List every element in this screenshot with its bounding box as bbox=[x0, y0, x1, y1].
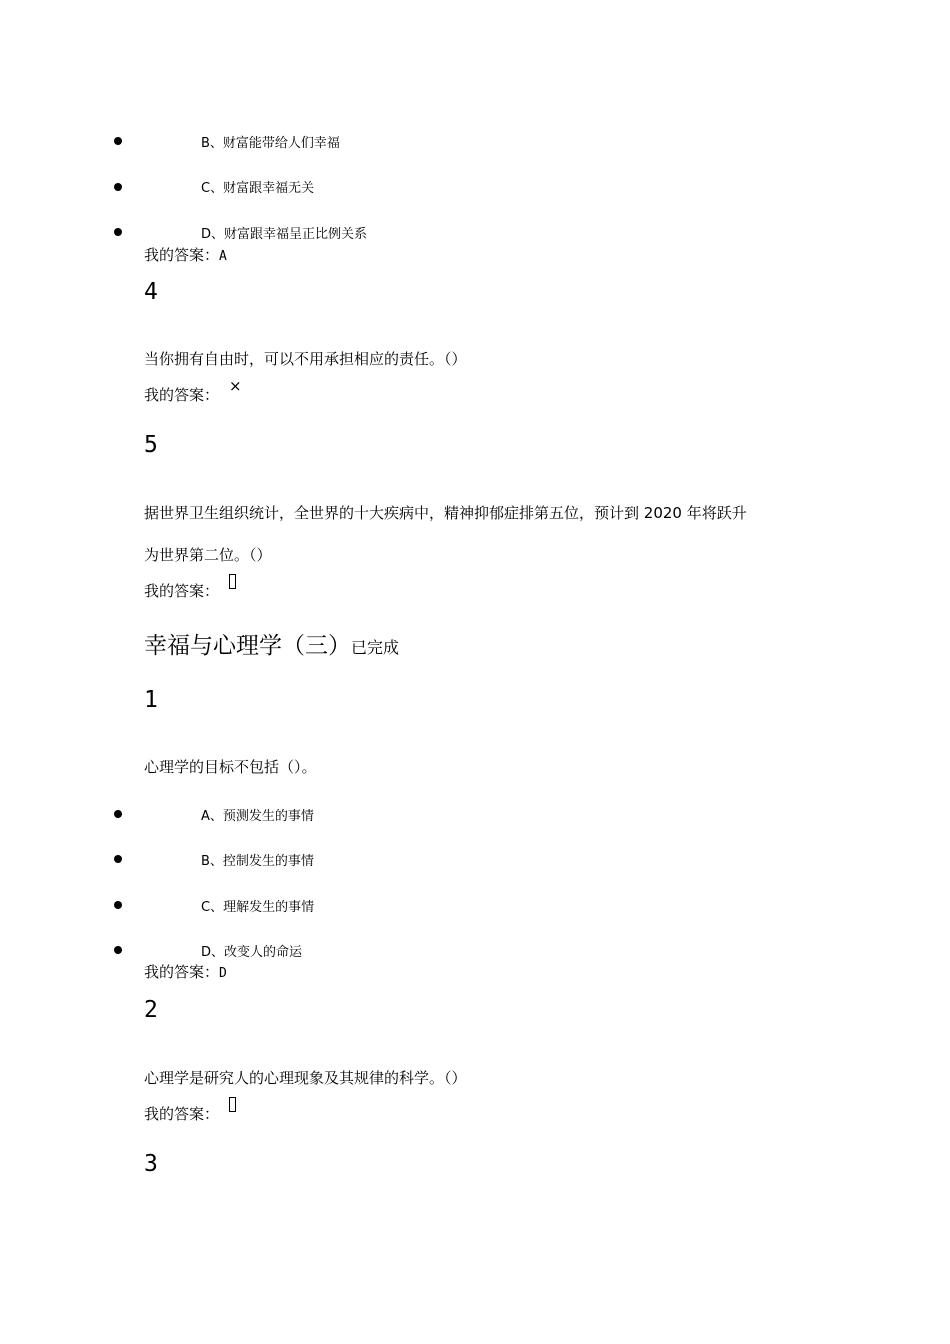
question-number: 2 bbox=[144, 997, 158, 1023]
answer-label: 我的答案： bbox=[144, 1105, 220, 1123]
my-answer bbox=[144, 384, 219, 405]
answer-box-icon bbox=[229, 1097, 236, 1112]
option-d: D、财富跟幸福呈正比例关系 bbox=[201, 227, 368, 242]
option-b: B、控制发生的事情 bbox=[201, 854, 314, 869]
answer-label: 我的答案： bbox=[144, 246, 220, 264]
answer-label: 我的答案： bbox=[144, 582, 220, 600]
answer-box-icon bbox=[229, 574, 236, 589]
answer-label: 我的答案： bbox=[144, 963, 220, 981]
option-c: C、财富跟幸福无关 bbox=[201, 181, 315, 196]
answer-label: 我的答案： bbox=[144, 386, 220, 404]
question-text-line2: 为世界第二位。（） bbox=[144, 546, 272, 564]
option-c: C、理解发生的事情 bbox=[201, 900, 315, 915]
question-text: 当你拥有自由时，可以不用承担相应的责任。（） bbox=[144, 350, 467, 368]
answer-cross-mark: × bbox=[229, 377, 242, 395]
option-b: B、财富能带给人们幸福 bbox=[201, 136, 340, 151]
question-text: 心理学是研究人的心理现象及其规律的科学。（） bbox=[144, 1069, 467, 1087]
question-number: 3 bbox=[144, 1151, 158, 1177]
question-text: 心理学的目标不包括（）。 bbox=[144, 758, 317, 776]
option-a: A、预测发生的事情 bbox=[201, 809, 314, 824]
list-bullet bbox=[114, 228, 122, 236]
question-text-line1: 据世界卫生组织统计，全世界的十大疾病中，精神抑郁症排第五位，预计到 2020 年将跃升 bbox=[144, 504, 747, 522]
list-bullet bbox=[114, 137, 122, 145]
my-answer bbox=[144, 244, 227, 265]
list-bullet bbox=[114, 855, 122, 863]
option-d: D、改变人的命运 bbox=[201, 945, 303, 960]
answer-value: A bbox=[219, 249, 227, 264]
list-bullet bbox=[114, 946, 122, 954]
section-status: 已完成 bbox=[351, 638, 400, 657]
my-answer bbox=[144, 961, 227, 982]
question-number: 5 bbox=[144, 432, 158, 458]
question-number: 1 bbox=[144, 687, 158, 713]
section-heading bbox=[144, 627, 399, 660]
list-bullet bbox=[114, 810, 122, 818]
my-answer bbox=[144, 580, 219, 601]
section-title: 幸福与心理学（三） bbox=[144, 633, 351, 659]
question-number: 4 bbox=[144, 279, 158, 305]
my-answer bbox=[144, 1103, 219, 1124]
answer-value: D bbox=[219, 966, 227, 981]
list-bullet bbox=[114, 183, 122, 191]
list-bullet bbox=[114, 901, 122, 909]
